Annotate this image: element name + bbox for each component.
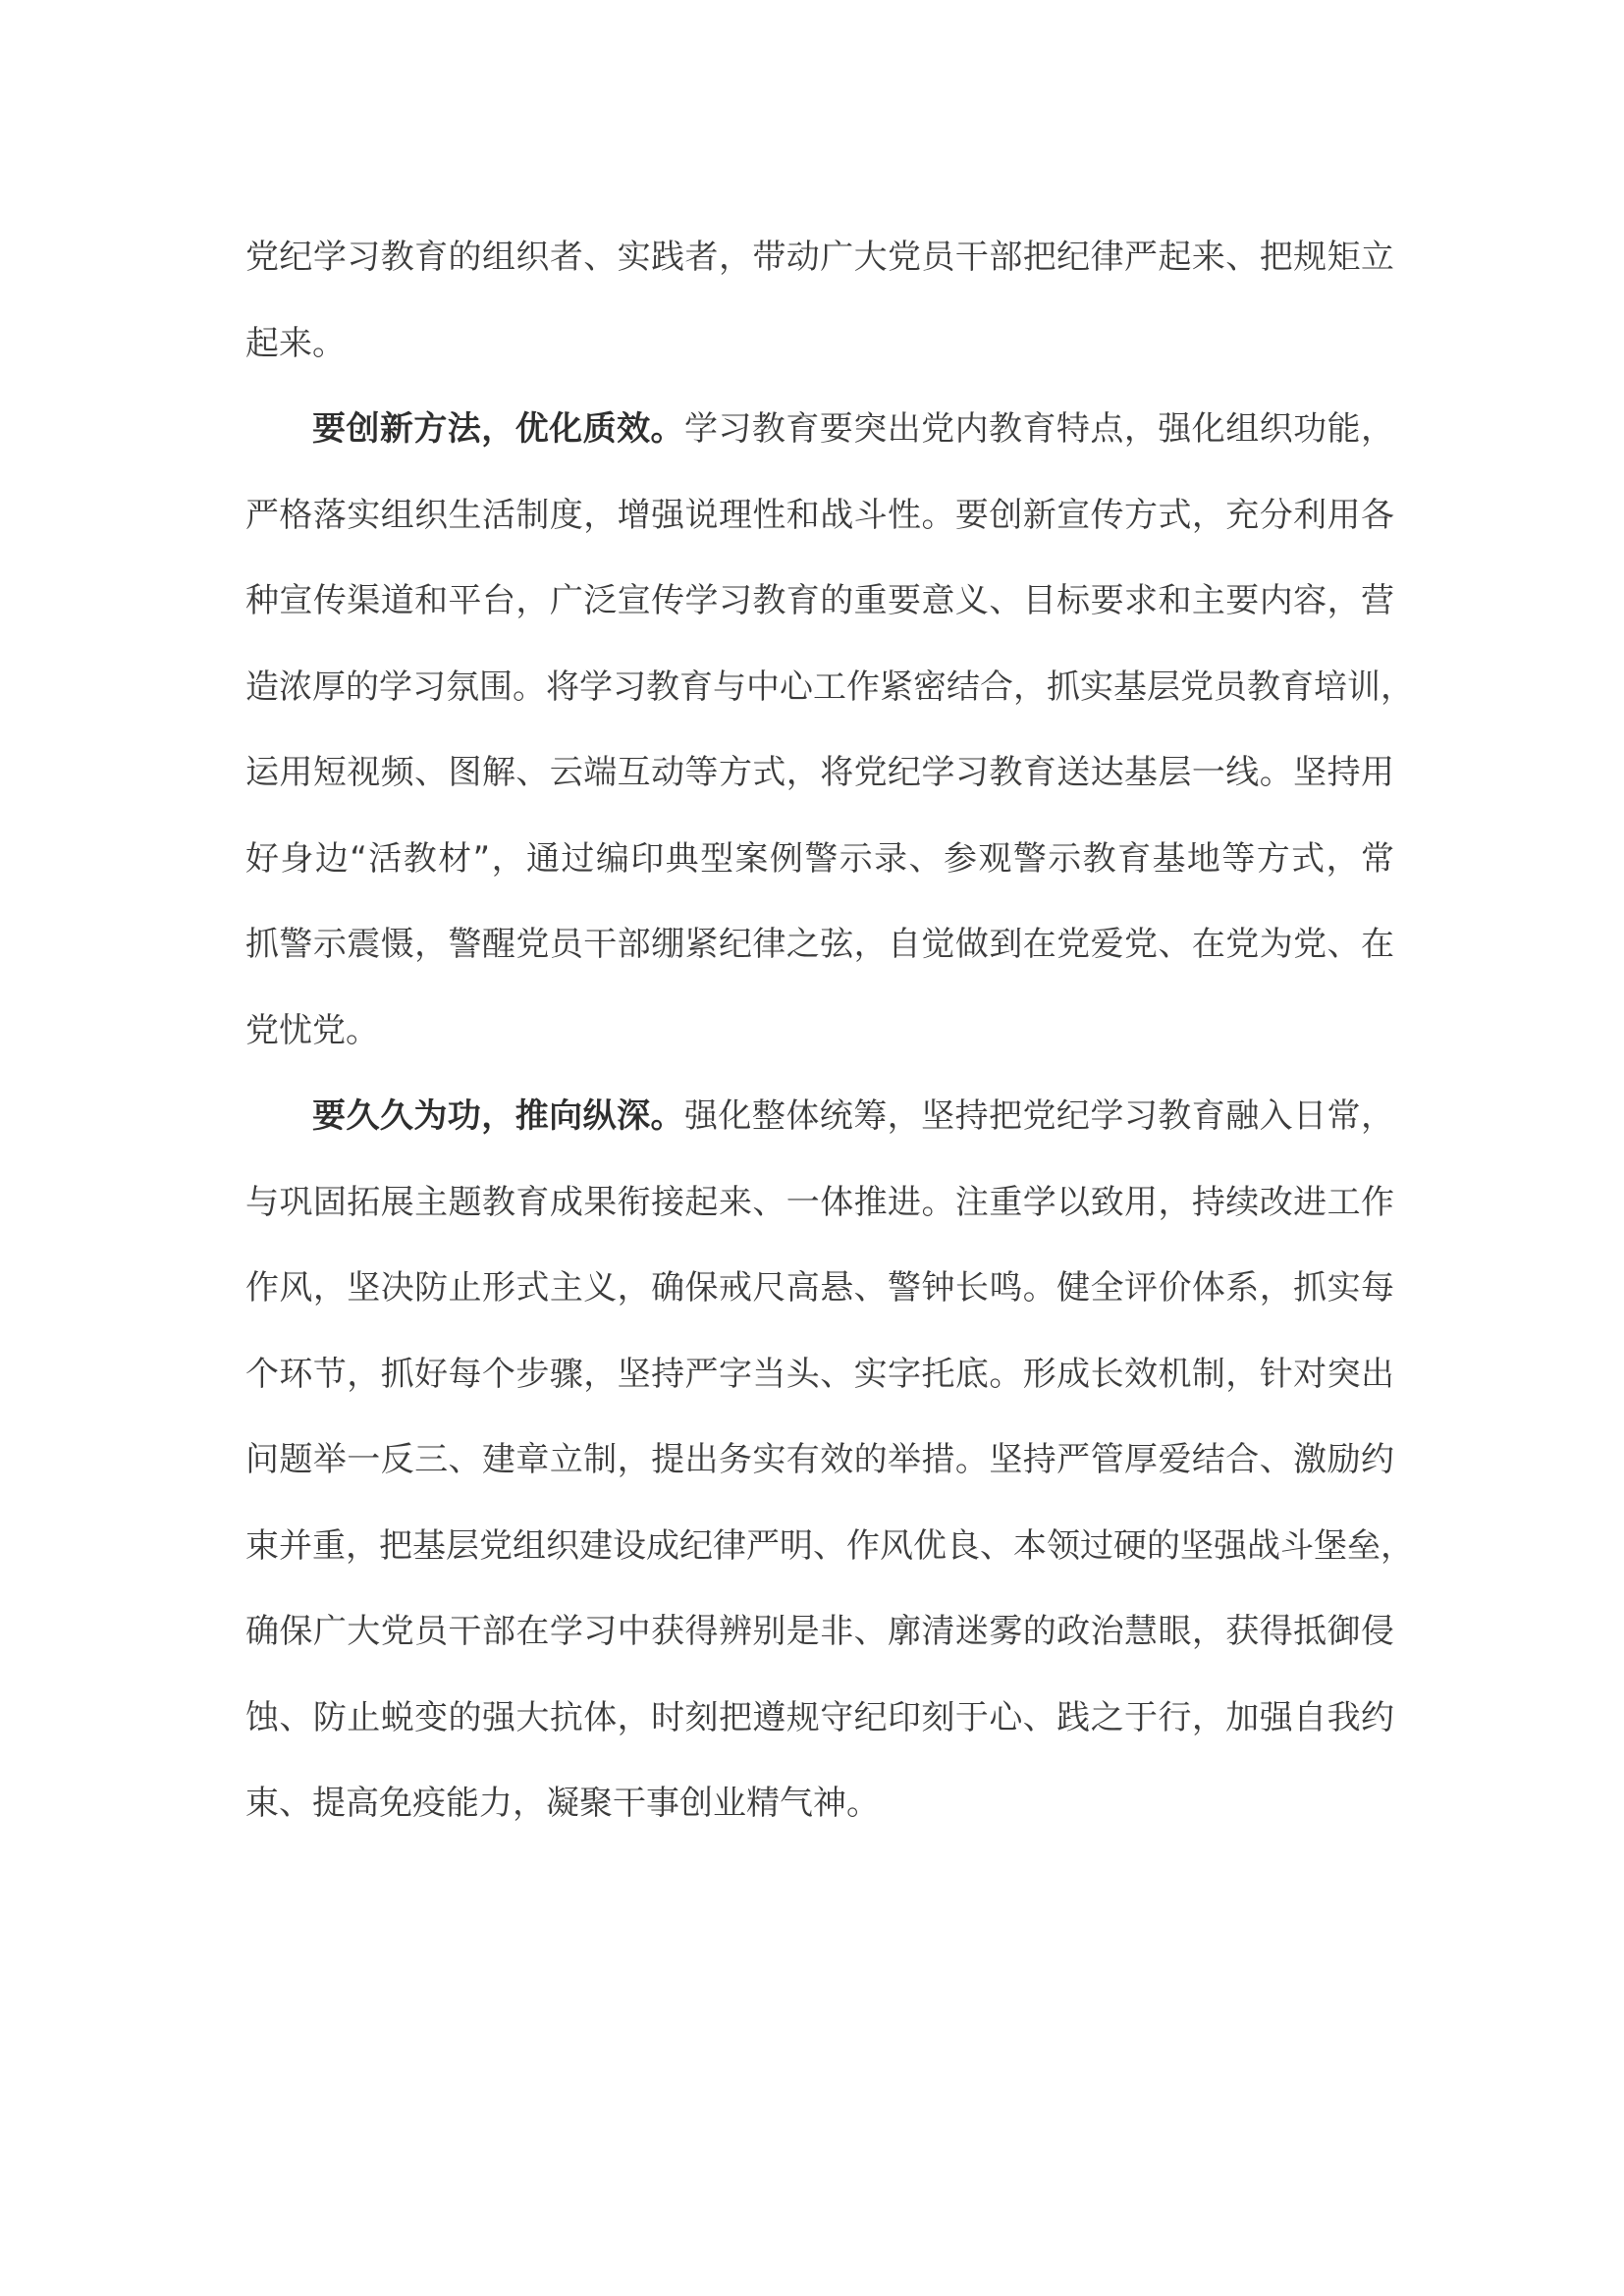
paragraph-lead-heading: 要创新方法，优化质效。 xyxy=(312,409,684,449)
text-line: 与巩固拓展主题教育成果衔接起来、一体推进。注重学以致用，持续改进工作 xyxy=(245,1182,1394,1222)
text-span: 强化整体统筹，坚持把党纪学习教育融入日常， xyxy=(683,1096,1394,1136)
text-line: 党忧党。 xyxy=(245,1010,379,1050)
paragraph-2 xyxy=(245,387,1414,1074)
paragraph-1 xyxy=(245,215,1394,387)
text-line xyxy=(245,1074,1394,1160)
text-line: 个环节，抓好每个步骤，坚持严字当头、实字托底。形成长效机制，针对突出 xyxy=(245,1354,1394,1394)
text-span: 学习教育要突出党内教育特点，强化组织功能， xyxy=(683,409,1394,449)
text-line xyxy=(245,387,1394,473)
text-line: 作风，坚决防止形式主义，确保戒尺高悬、警钟长鸣。健全评价体系，抓实每 xyxy=(245,1268,1394,1308)
text-line: 束、提高免疫能力，凝聚干事创业精气神。 xyxy=(245,1784,880,1823)
text-line: 运用短视频、图解、云端互动等方式，将党纪学习教育送达基层一线。坚持用 xyxy=(245,753,1394,792)
paragraph-3 xyxy=(245,1074,1414,1847)
text-line: 蚀、防止蜕变的强大抗体，时刻把遵规守纪印刻于心、践之于行，加强自我约 xyxy=(245,1697,1394,1737)
text-line: 党纪学习教育的组织者、实践者，带动广大党员干部把纪律严起来、把规矩立 xyxy=(245,238,1394,277)
text-line: 起来。 xyxy=(245,323,346,363)
text-line: 问题举一反三、建章立制，提出务实有效的举措。坚持严管厚爱结合、激励约 xyxy=(245,1440,1394,1479)
text-line: 严格落实组织生活制度，增强说理性和战斗性。要创新宣传方式，充分利用各 xyxy=(245,495,1394,535)
text-line: 确保广大党员干部在学习中获得辨别是非、廓清迷雾的政治慧眼，获得抵御侵 xyxy=(245,1612,1394,1651)
text-line: 造浓厚的学习氛围。将学习教育与中心工作紧密结合，抓实基层党员教育培训， xyxy=(245,667,1414,707)
text-line: 种宣传渠道和平台，广泛宣传学习教育的重要意义、目标要求和主要内容，营 xyxy=(245,581,1394,620)
document-page xyxy=(245,215,1414,1847)
text-line: 束并重，把基层党组织建设成纪律严明、作风优良、本领过硬的坚强战斗堡垒， xyxy=(245,1525,1414,1566)
text-line: 好身边“活教材”，通过编印典型案例警示录、参观警示教育基地等方式，常 xyxy=(245,838,1394,879)
paragraph-lead-heading: 要久久为功，推向纵深。 xyxy=(312,1096,684,1136)
text-line: 抓警示震慑，警醒党员干部绷紧纪律之弦，自觉做到在党爱党、在党为党、在 xyxy=(245,925,1394,964)
